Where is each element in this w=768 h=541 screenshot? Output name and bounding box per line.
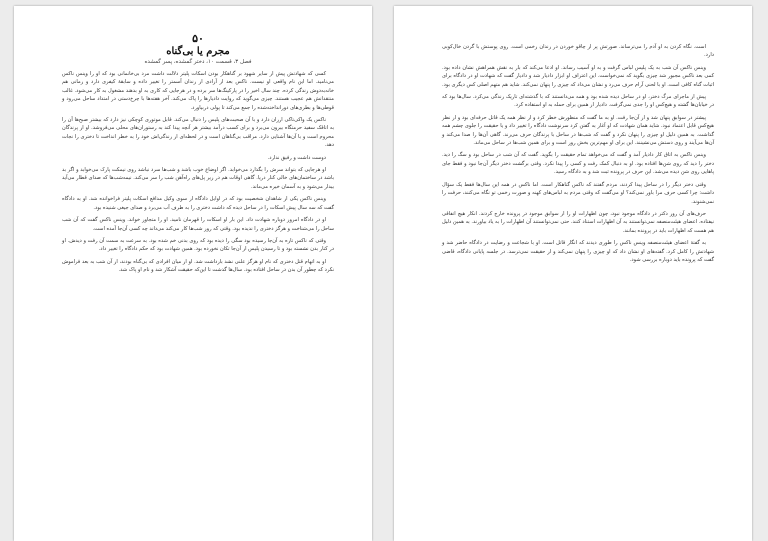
paragraph: پیشتر در سوابق پنهان شد و از آن‌جا رفت. او به ما گفت که منظورش خطر کرد و از نظر همه یک قاتل حرفه‌ای بود و از نظر هیچ‌کس قابل اعتماد نبود. شاید همان شهادت که او آغاز به گفتن کرد سرنوشت دادگاه را تغییر داد و یا حقیقت را جلوی چشم همه گذاشت. به همین دلیل او چیزی را پنهان نکرد و گفت که شب‌ها در ساحل با پرندگان حرف می‌زند. گاهی آن‌ها را صدا می‌کند و آن‌ها می‌آیند و روی دستش می‌نشینند. این برای او مهم‌ترین بخش روز است و برای همین شب‌ها در ساحل می‌ماند. <box>442 114 714 147</box>
paragraph: وینس ناکس یکی از شاهدان شخصیت بود که در اوایل دادگاه از سوی وکیل مدافع اسکات پلیتر فراخوانده شد. او به دادگاه گفت که سه سال پیش اسکات را در ساحل دیده که داشت دختری را به طرف آب می‌برد و صدای جیغی شنیده بود. <box>62 196 334 211</box>
page-right <box>394 6 752 541</box>
paragraph: وینس ناکس به اتاق کار دادیار آمد و گفت که می‌خواهد تمام حقیقت را بگوید. گفت که آن شب در ساحل بود و سگ را دید. دختر را دید که روی شن‌ها افتاده بود. او به دنبال کمک رفت و کسی را پیدا نکرد. وقتی برگشت دختر دیگر آن‌جا نبود و فقط جای پاهایی روی شن دیده می‌شد. این حرف در پرونده ثبت شد و به دادگاه رسید. <box>442 152 714 176</box>
chapter-number: ۵۰ <box>192 32 204 45</box>
paragraph: او هرجایی که بتواند سرش را بگذارد می‌خوابد. اگر اوضاع خوب باشد و شب‌ها سرد نباشد روی نیمکت پارک می‌خوابد و اگر بد باشد در ساختمان‌های خالی کنار دریا. گاهی اوقات هم در زیر پل‌های راه‌آهن شب را سر می‌کند. نیمه‌شب‌ها که صدای قطار می‌آید بیدار می‌شود و به آسمان خیره می‌ماند. <box>62 167 334 190</box>
paragraph: دوست داشت و رفیق ندارد. <box>267 154 326 161</box>
page-left <box>14 6 372 541</box>
paragraph: وقتی که ناکس تازه به آن‌جا رسیده بود سگی را دیده بود که روی بدنی خم شده بود. به سرعت به سمت آن رفت و دیدش. او در کنار بدن نشسته بود و تا رسیدن پلیس از آن‌جا تکان نخورده بود. همین شهادت بود که حکم دادگاه را تغییر داد. <box>62 237 334 253</box>
paragraph: پیش از ماجرای مرگ دختر، او در ساحل دیده شده بود و همه می‌دانستند که با گذشته‌ای تاریک زندگی می‌کرد. سال‌ها بود که در خیابان‌ها گشته و هیچ‌کس او را جدی نمی‌گرفت. دادیار از همین برای حمله به او استفاده کرد. <box>442 94 714 109</box>
page-left-content <box>62 33 334 279</box>
paragraph: حرف‌های آن روز دکتر در دادگاه موجود نبود، چون اظهارات او را از سوابق موجود در پرونده خارج کردند. انکار هیچ اتفاقی نیفتاده. اعضای هیئت‌منصفه نمی‌توانستند به آن اظهارات استناد کنند. حتی نمی‌توانستند آن اظهارات را به یاد بیاورند. به همین دلیل هم هست که اظهارات باید در پرونده بمانند. <box>442 210 714 234</box>
paragraph: کسی که شهادتش پیش از سایر شهود بر گناهکار بودن اسکات پلیتر دلالت داشت مرد بی‌خانمانی بود که او را وینس ناکس می‌نامید. اما این نام واقعی او نیست. ناکس بعد از آزادی از زندان آسمتر را تغییر داده و سابقهٔ کیفری دارد و زمانی هم خانه‌به‌دوش زندگی کرده. چند سال اخیر را در پارکینگ‌ها سر برده و در هرجایی که کاری به او بدهند مشغول به کار می‌شود. غالب منتقدانش هم عجیب هستند. چیزی می‌گوید که روایت دادیارها را پاک می‌کند. آخر هفته‌ها با چرخ‌دستی در امتداد ساحل می‌رود و قوطی‌ها و بطری‌های دورانداخته‌شده را جمع می‌کند تا پولی دربیاورد. <box>62 71 334 111</box>
chapter-subtitle: فصل ۳، قسمت ۱۰، دختر گمشده، پسر گمشده <box>144 59 252 65</box>
paragraph: وقتی دختر دیگر را در ساحل پیدا کردند، مردم گفتند که ناکس گناهکار است. اما ناکس در همه این سال‌ها فقط یک سؤال داشت: چرا کسی حرف مرا باور نمی‌کند؟ او می‌گفت که وقتی مردم به لباس‌های کهنه و صورت زخمی تو نگاه می‌کنند، حرفت را نمی‌شنوند. <box>442 181 714 205</box>
paragraph: وینس ناکس آن شب به یک پلیس لباس گرفت و به او آسیب رساند. او ادعا می‌کند که بار به نقش همراهش نشان داده بود. کمی بعد ناکس مجبور شد چیزی بگوید که نمی‌خواست. این اعتراف او ابزار دادیار شد و دادیار گفت که شهادت او در دادگاه برای اثبات گناه کافی است. او با لحنی آرام حرف می‌زد و نشان می‌داد که چیزی را پنهان نمی‌کند. شاید هم متهم اصلی کس دیگری بود. <box>441 64 714 88</box>
page-right-content <box>442 43 714 268</box>
chapter-title: مجرم یا بی‌گناه <box>166 46 230 57</box>
paragraph: او در دادگاه امروز دوباره شهادت داد. این بار او اسکات را قهرمان نامید. او را متجاوز خواند. وینس ناکس گفت که آن شب ساحل را می‌شناخت و هرگز دختری را ندیده بود. وقتی که روز شب‌ها کار می‌کند می‌داند چه کسی آن‌جا آمده است. <box>62 217 334 232</box>
paragraph: است. نگاه کردن به او آدم را می‌ترساند. صورتش پر از چاقو خوردن در زندان زخمی است. روی پوستش با گردن خال‌کوبی دارد. <box>442 44 714 59</box>
paragraph: به گفتهٔ اعضای هیئت‌منصفه وینس ناکس را طوری دیدند که انگار قاتل است. او با شجاعت و رضایت در دادگاه حاضر شد و شهادتش را کامل کرد. گفته‌های او نشان داد که او چیزی را پنهان نمی‌کند و از حقیقت نمی‌ترسد. در جلسه پایانی دادگاه، قاضی گفت که پرونده باید دوباره بررسی شود. <box>442 240 714 263</box>
paragraph: ناکس یک واکی‌تاکی ارزان دارد و با آن صحبت‌های پلیس را دنبال می‌کند. قابل موتوری کوچکی نیز دارد که بیشتر صبح‌ها آن را به اتاقک سفید حرمتگاه بیرون می‌برد و برای کسب درآمد بیشتر هر آنچه پیدا کند به رستوران‌های محلی می‌فروشد. او از پرندگان محروم است و با آن‌ها آشنایی دارد. مراقب بی‌گناهان است و در لحظه‌ای از زندگی‌اش خود را به خطر انداخت تا دختری را نجات دهد. <box>62 117 334 149</box>
paragraph: او به اتهام قتل دختری که نام او هرگز علنی نشد بازداشت شد. او از میان افرادی که بی‌گناه بودند، از آن شب به بعد فراموش نکرد که چطور آن بدن در ساحل افتاده بود. سال‌ها گذشت تا این‌که حقیقت آشکار شد و نام او پاک شد. <box>62 258 334 274</box>
